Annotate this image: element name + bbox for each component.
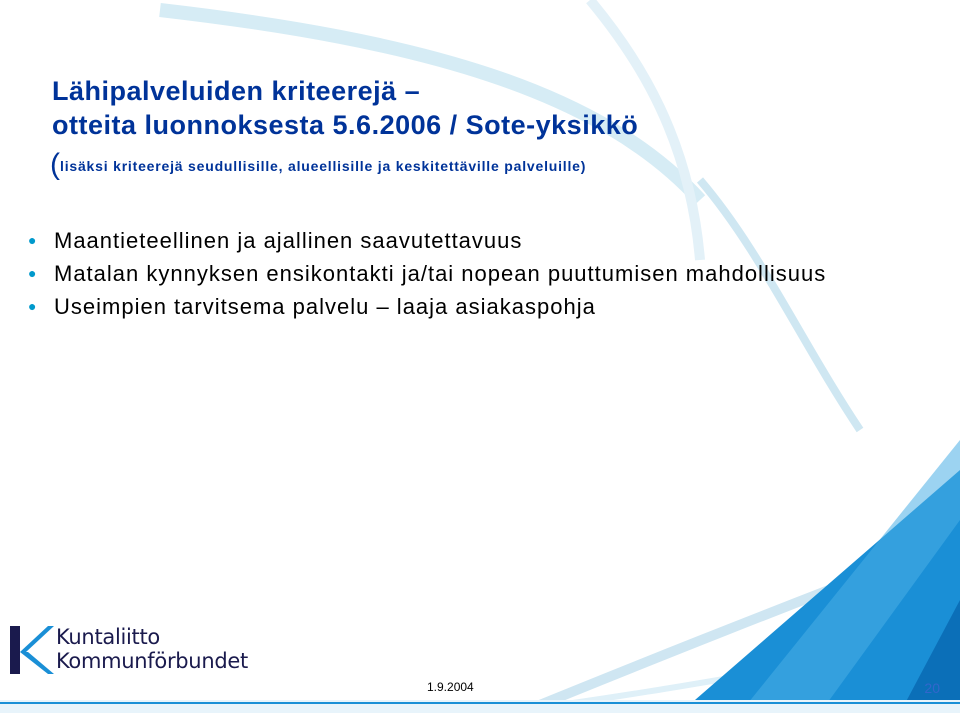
bullet-list: [28, 224, 928, 323]
bullet-dot-icon: ●: [28, 298, 38, 314]
list-item: [28, 290, 928, 323]
title-line-1: Lähipalveluiden kriteerejä –: [52, 76, 421, 106]
slide-title: [52, 74, 932, 142]
list-item: [28, 257, 928, 290]
bullet-text: Maantieteellinen ja ajallinen saavutettavuus: [54, 228, 523, 253]
subtitle-paren: (: [50, 148, 60, 181]
bullet-dot-icon: ●: [28, 265, 38, 281]
title-line-2: otteita luonnoksesta 5.6.2006 / Sote-yksikkö: [52, 110, 639, 140]
list-item: [28, 224, 928, 257]
bullet-dot-icon: ●: [28, 232, 38, 248]
bullet-text: Useimpien tarvitsema palvelu – laaja asiakaspohja: [54, 294, 596, 319]
slide-subtitle: [50, 148, 950, 182]
subtitle-text: lisäksi kriteerejä seudullisille, alueellisille ja keskitettäville palveluille): [60, 158, 587, 174]
page-number: 20: [924, 680, 940, 696]
bullet-text: Matalan kynnyksen ensikontakti ja/tai nopean puuttumisen mahdollisuus: [54, 261, 827, 286]
logo-line-2: Kommunförbundet: [56, 649, 248, 673]
logo-text: [56, 625, 248, 673]
logo-line-1: Kuntaliitto: [56, 625, 160, 649]
footer-date: 1.9.2004: [427, 680, 474, 694]
